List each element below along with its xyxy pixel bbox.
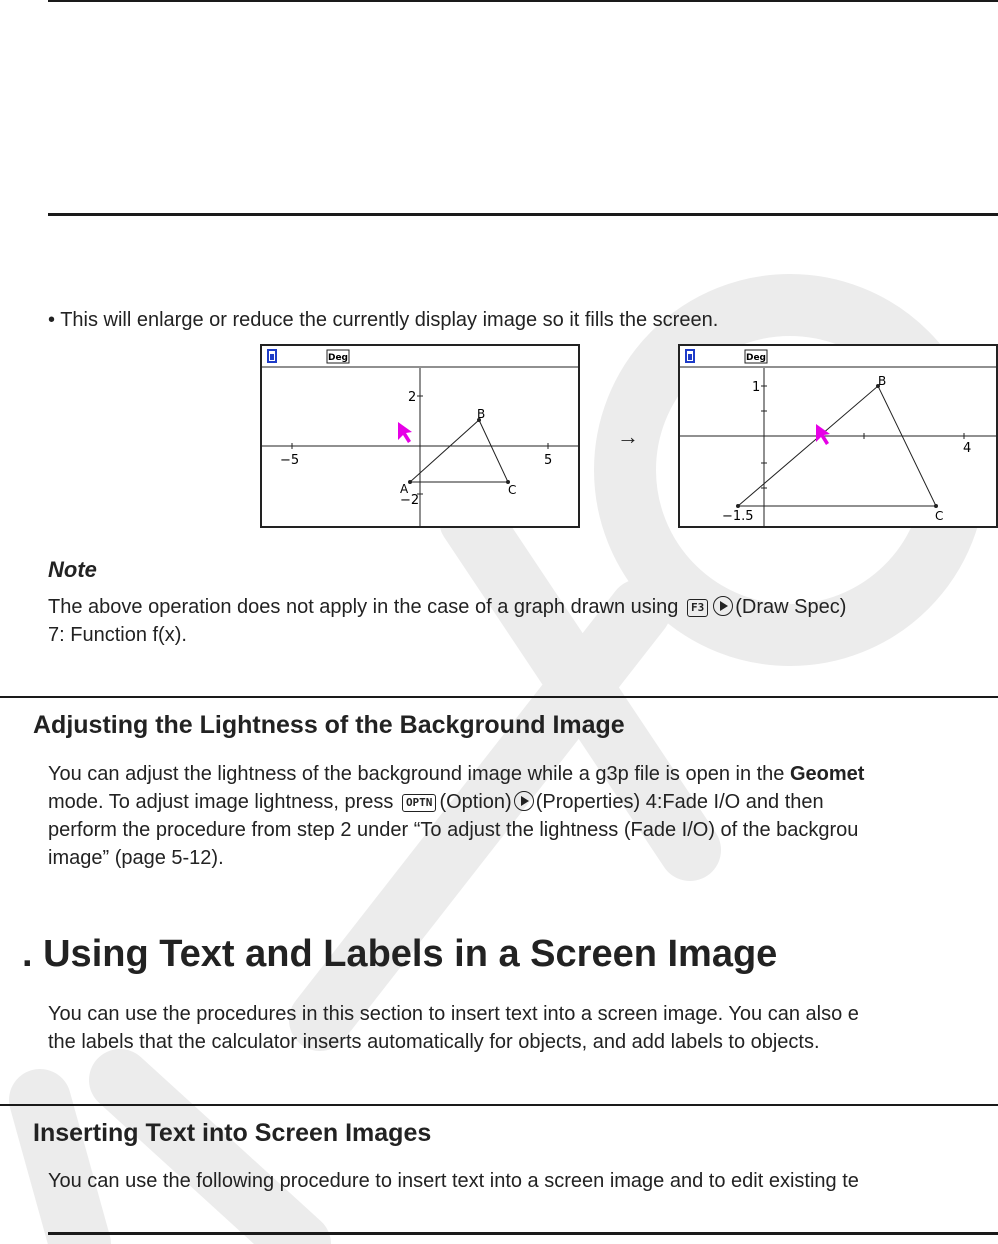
section-heading-lightness: Adjusting the Lightness of the Background Image bbox=[33, 711, 625, 739]
pointer-cursor-icon bbox=[398, 422, 412, 443]
tick-label-y-pos: 1 bbox=[752, 380, 761, 395]
transition-arrow: → bbox=[617, 424, 639, 449]
lightness-line-3: perform the procedure from step 2 under “To adjust the lightness (Fade I/O) of the backgrou bbox=[48, 819, 859, 841]
optn-key-icon: OPTN bbox=[402, 794, 437, 812]
section-rule-insert bbox=[0, 1104, 998, 1106]
section-heading-insert-text: Inserting Text into Screen Images bbox=[33, 1119, 432, 1147]
note-line-2: 7: Function f(x). bbox=[48, 624, 187, 646]
header-rule bbox=[48, 213, 998, 216]
tick-label-x-pos: 4 bbox=[963, 441, 972, 456]
point-label-a: A bbox=[400, 482, 409, 496]
text-labels-line-2: the labels that the calculator inserts automatically for objects, and add labels to objects. bbox=[48, 1031, 820, 1053]
lightness-line-2 bbox=[48, 788, 824, 816]
triangle-abc bbox=[738, 386, 936, 506]
point-label-c: C bbox=[935, 509, 944, 523]
right-arrow-key-icon bbox=[713, 596, 733, 616]
calculator-screen-before bbox=[260, 344, 580, 528]
mode-label: Deg bbox=[327, 353, 349, 363]
text-labels-line-1: You can use the procedures in this section to insert text into a screen image. You can also e bbox=[48, 1003, 859, 1025]
note-line-1 bbox=[48, 593, 846, 621]
insert-text-line-1: You can use the following procedure to insert text into a screen image and to edit existing te bbox=[48, 1170, 859, 1192]
note-heading: Note bbox=[48, 557, 97, 582]
note-line-1-pre: The above operation does not apply in the case of a graph drawn using bbox=[48, 596, 679, 618]
note-line-1-post: (Draw Spec) bbox=[735, 596, 847, 618]
lightness-line-4: image” (page 5-12). bbox=[48, 847, 224, 869]
section-heading-text-labels: . Using Text and Labels in a Screen Image bbox=[22, 933, 778, 975]
lightness-line-2-pre: mode. To adjust image lightness, press bbox=[48, 791, 394, 813]
pointer-cursor-icon bbox=[816, 424, 830, 445]
bottom-rule bbox=[48, 1232, 998, 1235]
section-rule-lightness bbox=[0, 696, 998, 698]
point-label-b: B bbox=[878, 374, 887, 388]
right-arrow-key-icon bbox=[514, 791, 534, 811]
triangle-abc bbox=[410, 420, 508, 482]
lightness-line-2-post: (Properties) 4:Fade I/O and then bbox=[535, 791, 824, 813]
lightness-line-1 bbox=[48, 760, 864, 788]
f3-key-icon: F3 bbox=[687, 599, 708, 617]
lightness-line-2-mid: (Option) bbox=[439, 791, 512, 813]
calculator-screen-after bbox=[678, 344, 998, 528]
tick-label-x-neg: −1.5 bbox=[722, 509, 754, 524]
lightness-line-1-pre: You can adjust the lightness of the background image while a g3p file is open in the bbox=[48, 763, 785, 785]
tick-label-y-neg: −2 bbox=[400, 493, 420, 508]
point-label-b: B bbox=[477, 407, 486, 421]
geometry-mode-name: Geomet bbox=[790, 763, 865, 785]
intro-bullet: • This will enlarge or reduce the currently display image so it fills the screen. bbox=[48, 309, 719, 331]
tick-label-x-neg: −5 bbox=[280, 453, 300, 468]
mode-label: Deg bbox=[745, 353, 767, 363]
tick-label-y-pos: 2 bbox=[408, 390, 417, 405]
point-label-c: C bbox=[508, 483, 517, 497]
top-rule bbox=[48, 0, 998, 2]
tick-label-x-pos: 5 bbox=[544, 453, 553, 468]
